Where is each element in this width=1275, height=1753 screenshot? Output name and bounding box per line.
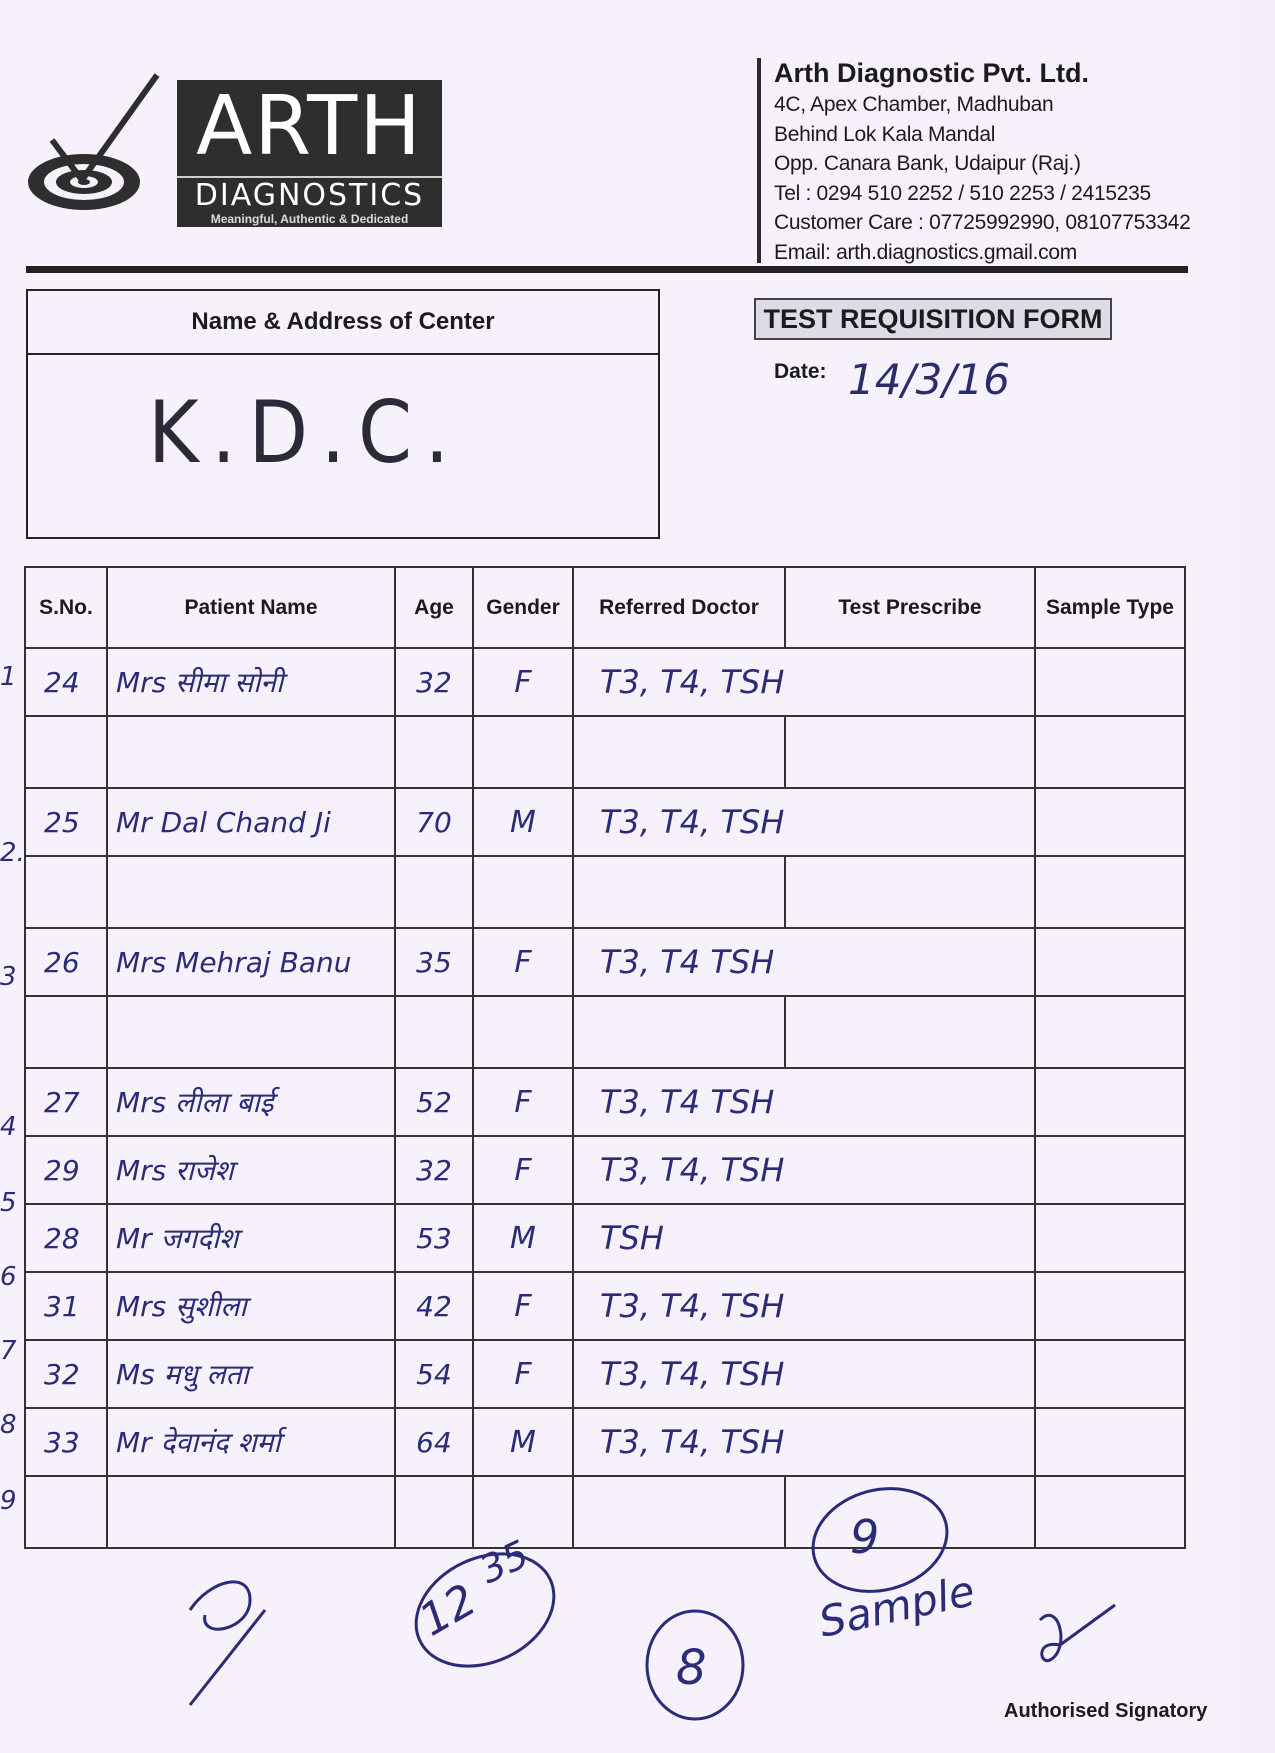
margin-number: 7: [0, 1336, 17, 1366]
cell-gender: M: [473, 788, 573, 856]
header-divider: [757, 58, 761, 263]
margin-number: 4: [0, 1112, 17, 1142]
cell-sample-type: [1035, 1340, 1185, 1408]
cell-patient-name: Mrs लीला बाई: [107, 1068, 395, 1136]
cell-gender: F: [473, 1068, 573, 1136]
cell-sno: 33: [25, 1408, 107, 1476]
count-annotation: 35: [472, 1531, 536, 1593]
signature-label: Authorised Signatory: [1004, 1700, 1208, 1722]
table-row-blank: [25, 716, 1185, 788]
form-title: TEST REQUISITION FORM: [754, 298, 1112, 340]
cell-sample-type: [1035, 788, 1185, 856]
cell-sno: 27: [25, 1068, 107, 1136]
cell-sno: 28: [25, 1204, 107, 1272]
margin-number: 9: [0, 1486, 17, 1516]
cell-patient-name: Mrs सीमा सोनी: [107, 648, 395, 716]
margin-number: 2.: [0, 838, 25, 868]
margin-number: 5: [0, 1188, 17, 1218]
table-row: [25, 1068, 1185, 1136]
col-header-sample-type: Sample Type: [1035, 567, 1185, 648]
address-line: 4C, Apex Chamber, Madhuban: [774, 93, 1054, 116]
count-annotation: 12: [411, 1574, 485, 1647]
center-box: [26, 289, 660, 539]
cell-gender: F: [473, 1272, 573, 1340]
cell-tests: T3, T4, TSH: [573, 1136, 1035, 1204]
table-row-blank: [25, 856, 1185, 928]
table-row: [25, 648, 1185, 716]
target-check-logo-icon: [22, 70, 182, 230]
tick-mark-icon: [170, 1570, 310, 1710]
address-line: Behind Lok Kala Mandal: [774, 122, 996, 146]
cell-tests: TSH: [573, 1204, 1035, 1272]
table-row: [25, 928, 1185, 996]
cell-gender: F: [473, 1136, 573, 1204]
cell-sno: 31: [25, 1272, 107, 1340]
cell-patient-name: Mrs Mehraj Banu: [107, 928, 395, 996]
margin-number: 8: [0, 1410, 17, 1440]
center-value: K.D.C.: [148, 383, 462, 483]
table-row-blank: [25, 1476, 1185, 1548]
date-label: Date:: [774, 360, 827, 383]
logo-word: ARTH: [196, 79, 423, 174]
col-header-test-prescribe: Test Prescribe: [785, 567, 1035, 648]
cell-tests: T3, T4, TSH: [573, 1272, 1035, 1340]
margin-number: 1: [0, 662, 17, 692]
count-annotation: 9: [850, 1510, 880, 1564]
phone-line: Tel : 0294 510 2252 / 510 2253 / 2415235: [774, 181, 1151, 205]
patient-table: [24, 566, 1186, 1549]
center-heading: Name & Address of Center: [28, 291, 658, 355]
cell-tests: T3, T4, TSH: [573, 1340, 1035, 1408]
cell-patient-name: Mr जगदीश: [107, 1204, 395, 1272]
logo-wordmark: [177, 80, 442, 227]
header-rule: [26, 266, 1188, 273]
cell-age: 64: [395, 1408, 473, 1476]
cell-patient-name: Mr देवानंद शर्मा: [107, 1408, 395, 1476]
cell-gender: F: [473, 648, 573, 716]
cell-tests: T3, T4 TSH: [573, 1068, 1035, 1136]
cell-sample-type: [1035, 1408, 1185, 1476]
cell-tests: T3, T4, TSH: [573, 1408, 1035, 1476]
logo-sub: DIAGNOSTICS: [177, 176, 442, 212]
cell-tests: T3, T4 TSH: [573, 928, 1035, 996]
table-row: [25, 1136, 1185, 1204]
table-header-row: [25, 567, 1185, 648]
cell-age: 70: [395, 788, 473, 856]
date-value: 14/3/16: [848, 355, 1010, 404]
email-line: Email: arth.diagnostics.gmail.com: [774, 240, 1077, 264]
cell-gender: M: [473, 1408, 573, 1476]
cell-gender: F: [473, 928, 573, 996]
cell-sno: 24: [25, 648, 107, 716]
logo-tagline: Meaningful, Authentic & Dedicated: [210, 212, 409, 226]
cell-gender: M: [473, 1204, 573, 1272]
cell-sno: 32: [25, 1340, 107, 1408]
cell-sample-type: [1035, 1204, 1185, 1272]
cell-age: 53: [395, 1204, 473, 1272]
cell-gender: F: [473, 1340, 573, 1408]
table-row: [25, 788, 1185, 856]
table-row: [25, 1408, 1185, 1476]
cell-patient-name: Ms मधु लता: [107, 1340, 395, 1408]
signature-mark-icon: [1030, 1600, 1120, 1680]
cell-age: 32: [395, 1136, 473, 1204]
cell-tests: T3, T4, TSH: [573, 648, 1035, 716]
cell-sample-type: [1035, 648, 1185, 716]
count-annotation: 8: [676, 1640, 707, 1696]
col-header-gender: Gender: [473, 567, 573, 648]
customer-care-line: Customer Care : 07725992990, 08107753342: [774, 211, 1191, 234]
company-name: Arth Diagnostic Pvt. Ltd.: [774, 58, 1090, 88]
col-header-age: Age: [395, 567, 473, 648]
cell-sample-type: [1035, 1136, 1185, 1204]
cell-patient-name: Mrs राजेश: [107, 1136, 395, 1204]
cell-age: 52: [395, 1068, 473, 1136]
table-row-blank: [25, 996, 1185, 1068]
cell-patient-name: Mr Dal Chand Ji: [107, 788, 395, 856]
cell-sample-type: [1035, 928, 1185, 996]
cell-sample-type: [1035, 1272, 1185, 1340]
col-header-referred-doctor: Referred Doctor: [573, 567, 785, 648]
address-line: Opp. Canara Bank, Udaipur (Raj.): [774, 152, 1081, 175]
sample-note: Sample: [814, 1566, 979, 1647]
margin-number: 3: [0, 962, 17, 992]
cell-age: 35: [395, 928, 473, 996]
cell-sno: 26: [25, 928, 107, 996]
table-row: [25, 1204, 1185, 1272]
cell-sno: 29: [25, 1136, 107, 1204]
table-row: [25, 1340, 1185, 1408]
company-details: [774, 56, 1214, 267]
cell-age: 32: [395, 648, 473, 716]
company-logo: [22, 70, 425, 230]
cell-sample-type: [1035, 1068, 1185, 1136]
margin-number: 6: [0, 1262, 17, 1292]
col-header-sno: S.No.: [25, 567, 107, 648]
col-header-patient-name: Patient Name: [107, 567, 395, 648]
cell-patient-name: Mrs सुशीला: [107, 1272, 395, 1340]
cell-age: 42: [395, 1272, 473, 1340]
table-row: [25, 1272, 1185, 1340]
cell-age: 54: [395, 1340, 473, 1408]
cell-tests: T3, T4, TSH: [573, 788, 1035, 856]
cell-sno: 25: [25, 788, 107, 856]
